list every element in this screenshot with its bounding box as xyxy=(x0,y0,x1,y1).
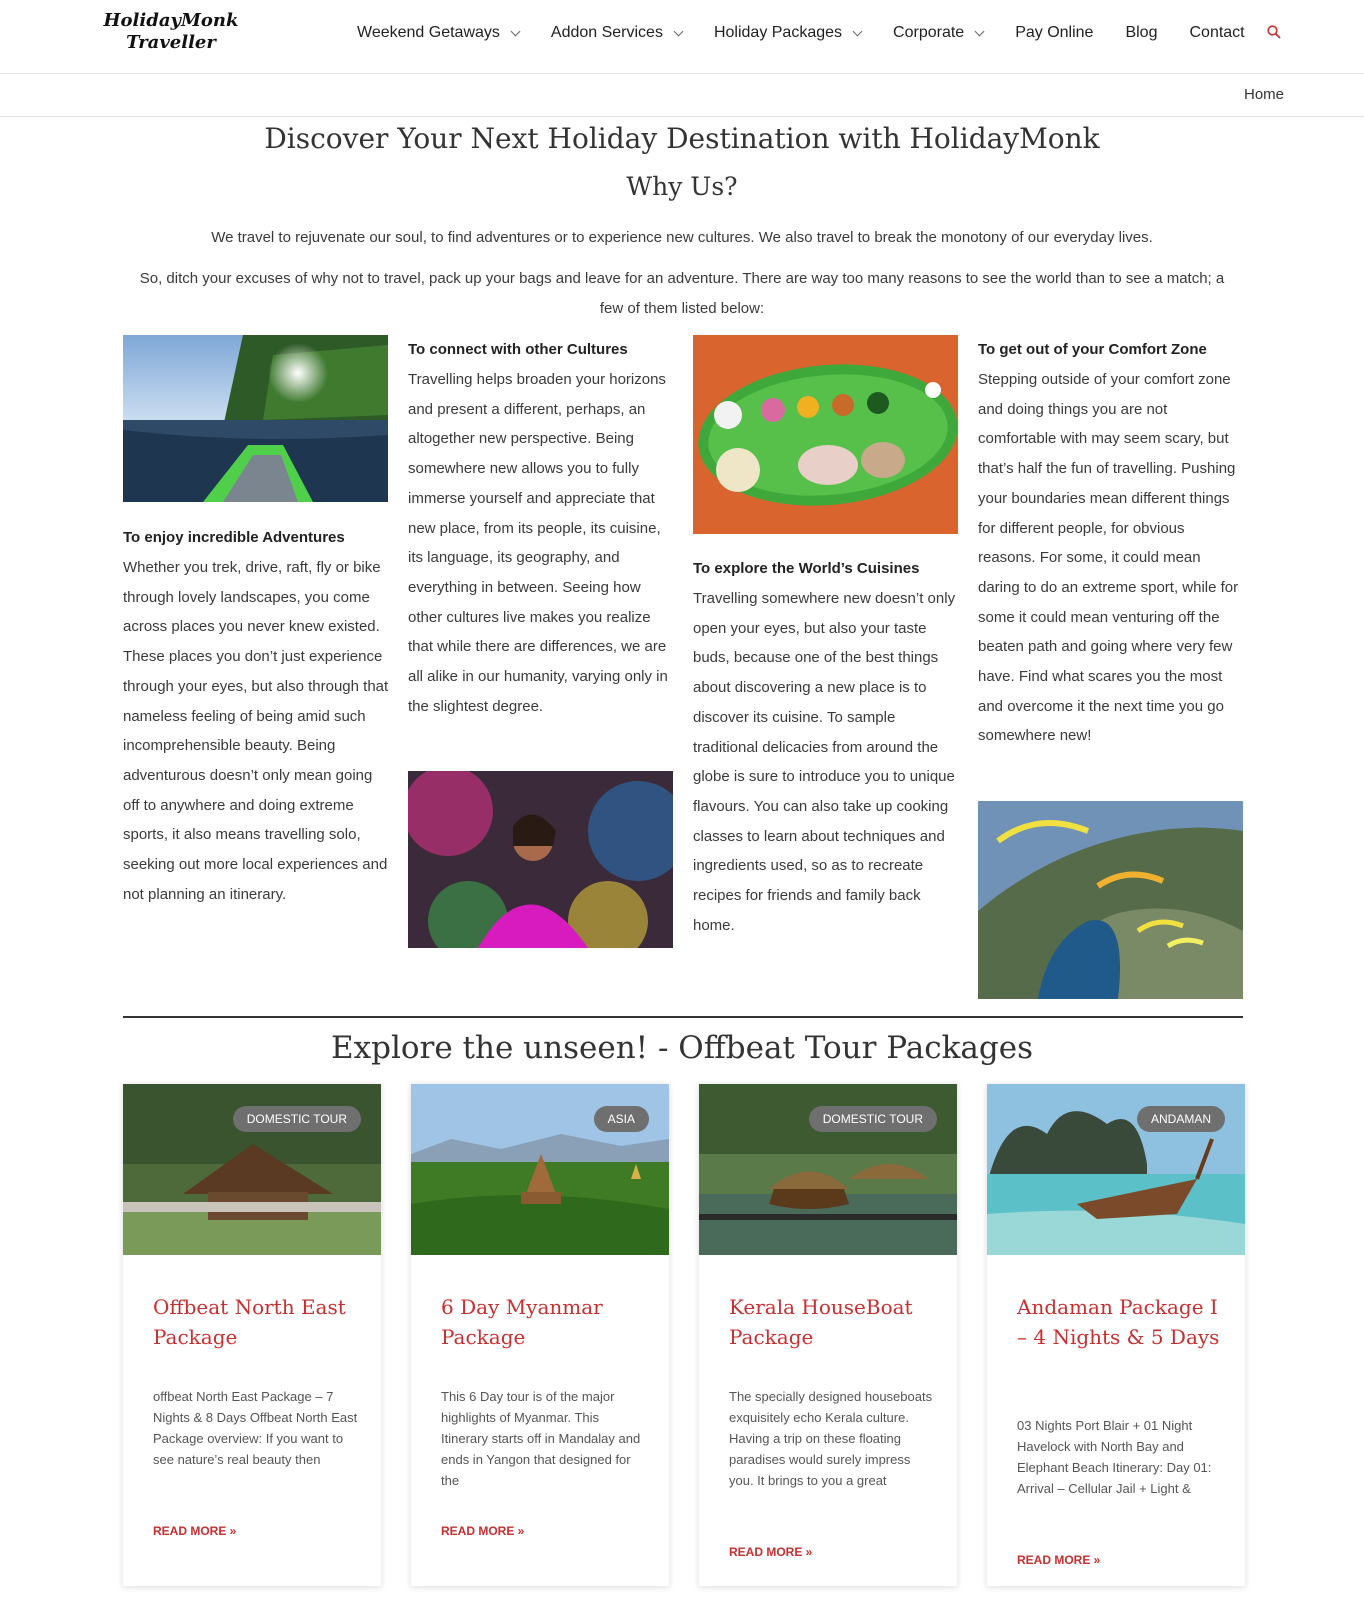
package-badge: DOMESTIC TOUR xyxy=(233,1106,361,1132)
nav-contact[interactable] xyxy=(1189,20,1244,46)
feature-title: To get out of your Comfort Zone xyxy=(978,341,1207,358)
package-title[interactable]: Andaman Package I – 4 Nights & 5 Days xyxy=(1017,1295,1220,1349)
package-excerpt: offbeat North East Package – 7 Nights & 8 Days Offbeat North East Package overview: If you want to see nature’s real beauty then xyxy=(153,1389,358,1467)
nav-label: Contact xyxy=(1189,24,1245,41)
page-title: Discover Your Next Holiday Destination with HolidayMonk xyxy=(264,122,1100,155)
feature-title: To explore the World’s Cuisines xyxy=(693,560,920,577)
package-badge: ANDAMAN xyxy=(1137,1106,1225,1132)
feature-text: Travelling helps broaden your horizons and present a different, perhaps, an altogether new perspective. Being somewhere new allows you to fully immerse yourself and appreciate that new place, from its people, its cuisine, its language, its geography, and everything in between. Seeing how other cultures live makes you realize that while there are differences, we are all alike in our humanity, varying only in the slightest degree. xyxy=(408,371,668,715)
nav-weekend-getaways[interactable] xyxy=(357,20,519,46)
intro-paragraph-2: So, ditch your excuses of why not to travel, pack up your bags and leave for an adventure. There are way too many reasons to see the world than to see a match; a few of them listed below: xyxy=(139,270,1225,317)
package-card-andaman[interactable] xyxy=(987,1084,1245,1586)
logo-line-1: HolidayMonk xyxy=(103,10,239,31)
feature-cuisines xyxy=(693,554,959,940)
paragliding-image xyxy=(978,801,1243,999)
nav-holiday-packages[interactable] xyxy=(714,20,861,46)
read-more-link[interactable]: READ MORE » xyxy=(729,1545,813,1559)
kayak-image xyxy=(123,335,388,502)
package-card-myanmar[interactable] xyxy=(411,1084,669,1586)
feature-text: Travelling somewhere new doesn’t only open your eyes, but also your taste buds, because one of the best things about discovering a new place is to discover its cuisine. To sample traditional delicacies from around the globe is sure to introduce you to unique flavours. You can also take up cooking classes to learn about techniques and ingredients used, so as to recreate recipes for friends and family back home. xyxy=(693,590,956,934)
nav-addon-services[interactable] xyxy=(551,20,682,46)
search-icon[interactable] xyxy=(1267,25,1281,39)
logo-line-2: Traveller xyxy=(126,32,216,53)
package-image[interactable] xyxy=(123,1084,381,1255)
package-image[interactable] xyxy=(699,1084,957,1255)
holi-festival-image xyxy=(408,771,673,948)
feature-adventures xyxy=(123,523,389,909)
package-title[interactable]: Kerala HouseBoat Package xyxy=(729,1295,913,1349)
breadcrumb-home[interactable]: Home xyxy=(1243,86,1284,103)
chevron-down-icon xyxy=(510,26,520,36)
feature-title: To connect with other Cultures xyxy=(408,341,628,358)
package-card-kerala[interactable] xyxy=(699,1084,957,1586)
site-logo[interactable] xyxy=(96,10,246,54)
package-badge: DOMESTIC TOUR xyxy=(809,1106,937,1132)
read-more-link[interactable]: READ MORE » xyxy=(1017,1553,1101,1567)
package-title[interactable]: 6 Day Myanmar Package xyxy=(441,1295,603,1349)
packages-heading: Explore the unseen! - Offbeat Tour Packages xyxy=(331,1030,1033,1066)
package-image[interactable] xyxy=(987,1084,1245,1255)
nav-label: Corporate xyxy=(893,24,965,41)
package-title[interactable]: Offbeat North East Package xyxy=(153,1295,346,1349)
banana-leaf-meal-image xyxy=(693,335,958,534)
read-more-link[interactable]: READ MORE » xyxy=(441,1524,525,1538)
nav-label: Holiday Packages xyxy=(713,24,843,41)
feature-title: To enjoy incredible Adventures xyxy=(123,529,345,546)
package-badge: ASIA xyxy=(594,1106,649,1132)
nav-label: Pay Online xyxy=(1015,24,1094,41)
chevron-down-icon xyxy=(975,26,985,36)
feature-comfort-zone xyxy=(978,335,1244,751)
intro-paragraph-1: We travel to rejuvenate our soul, to find adventures or to experience new cultures. We also travel to break the monotony of our everyday lives. xyxy=(211,229,1153,246)
section-divider xyxy=(123,1016,1243,1018)
package-excerpt: 03 Nights Port Blair + 01 Night Havelock with North Bay and Elephant Beach Itinerary: Day 01: Arrival – Cellular Jail + Light & xyxy=(1017,1418,1212,1496)
package-image[interactable] xyxy=(411,1084,669,1255)
package-card-north-east[interactable] xyxy=(123,1084,381,1586)
chevron-down-icon xyxy=(853,26,863,36)
breadcrumb xyxy=(0,74,1364,117)
nav-blog[interactable] xyxy=(1125,20,1157,46)
nav-corporate[interactable] xyxy=(893,20,983,46)
nav-label: Weekend Getaways xyxy=(357,24,500,41)
nav-label: Blog xyxy=(1125,24,1158,41)
package-excerpt: This 6 Day tour is of the major highlights of Myanmar. This Itinerary starts off in Mandalay and ends in Yangon that designed for the xyxy=(441,1389,641,1488)
feature-text: Stepping outside of your comfort zone and doing things you are not comfortable with may seem scary, but that’s half the fun of travelling. Pushing your boundaries mean different things for different people, for obvious reasons. For some, it could mean daring to do an extreme sport, while for some it could mean venturing off the beaten path and going where very few have. Find what scares you the most and overcome it the next time you go somewhere new! xyxy=(978,371,1239,745)
feature-text: Whether you trek, drive, raft, fly or bike through lovely landscapes, you come across places you never knew existed. These places you don’t just experience through your eyes, but also through that nameless feeling of being amid such incomprehensible beauty. Being adventurous doesn’t only mean going off to anywhere and doing extreme sports, it also means travelling solo, seeking out more local experiences and not planning an itinerary. xyxy=(123,559,389,903)
feature-cultures xyxy=(408,335,674,721)
chevron-down-icon xyxy=(674,26,684,36)
nav-label: Addon Services xyxy=(550,24,663,41)
main-nav xyxy=(357,20,1277,46)
nav-pay-online[interactable] xyxy=(1015,20,1093,46)
section-subtitle: Why Us? xyxy=(626,172,738,201)
site-header xyxy=(0,0,1364,74)
package-excerpt: The specially designed houseboats exquisitely echo Kerala culture. Having a trip on these floating paradises would surely impress you. It brings to you a great xyxy=(729,1389,933,1488)
read-more-link[interactable]: READ MORE » xyxy=(153,1524,237,1538)
